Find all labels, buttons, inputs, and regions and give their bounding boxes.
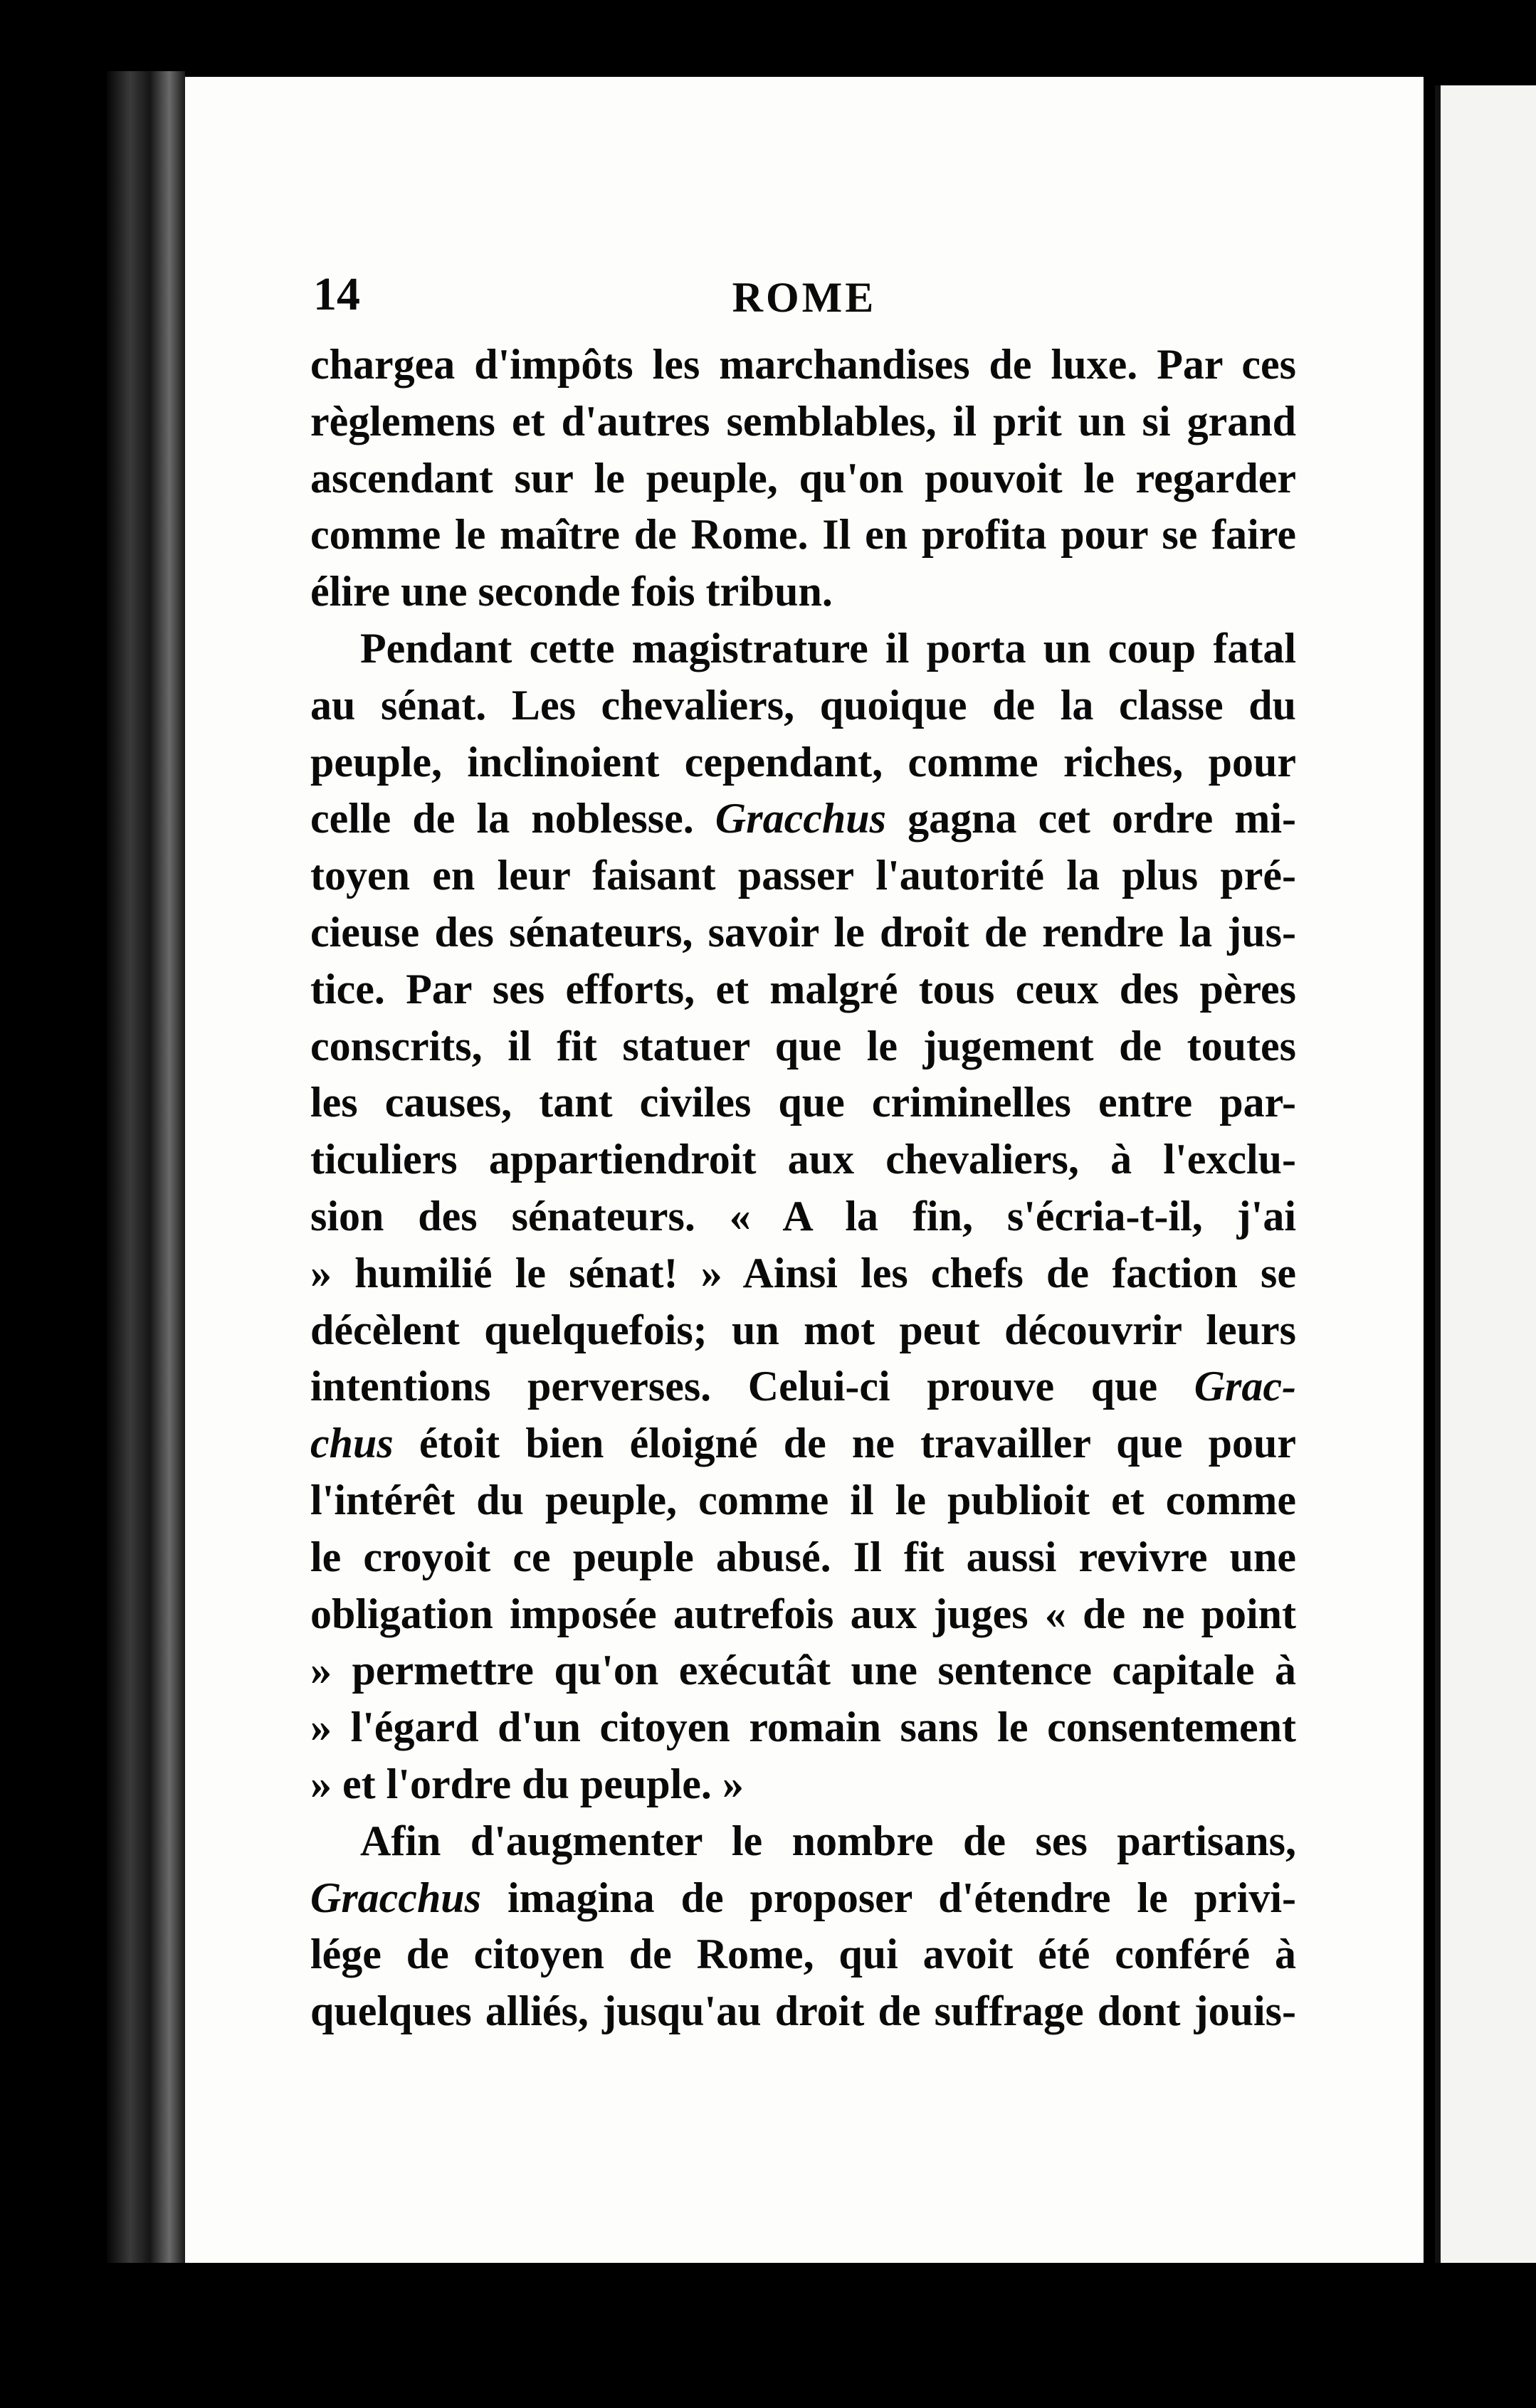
- text-line: Afin d'augmenter le nombre de ses partisans,: [360, 1817, 1296, 1864]
- book-binding: [107, 71, 185, 2263]
- text-line: tice. Par ses efforts, et malgré tous ceux des pères: [310, 965, 1296, 1013]
- text-line: peuple, inclinoient cependant, comme riches, pour: [310, 738, 1296, 786]
- text-line: au sénat. Les chevaliers, quoique de la classe du: [310, 681, 1296, 729]
- text-line: [310, 1415, 1296, 1472]
- text-line: élire une seconde fois tribun.: [310, 568, 833, 616]
- page-header: [313, 268, 1295, 346]
- text-line: règlemens et d'autres semblables, il prit un si grand: [310, 397, 1296, 445]
- body-text: [310, 337, 1296, 2040]
- text-segment: imagina de proposer d'étendre le privi-: [481, 1874, 1296, 1921]
- text-line: les causes, tant civiles que criminelles entre par-: [310, 1079, 1296, 1126]
- text-line: » l'égard d'un citoyen romain sans le consentement: [310, 1704, 1296, 1751]
- text-segment: celle de la noblesse.: [310, 795, 715, 843]
- page-number: 14: [313, 268, 360, 320]
- running-title: ROME: [732, 274, 877, 321]
- text-line: [310, 1870, 1296, 1927]
- text-line: l'intérêt du peuple, comme il le publioit et comme: [310, 1476, 1296, 1524]
- text-line: » humilié le sénat! » Ainsi les chefs de faction se: [310, 1249, 1296, 1297]
- adjacent-page-edge: [1435, 85, 1536, 2263]
- text-line: Pendant cette magistrature il porta un coup fatal: [360, 624, 1296, 672]
- text-line: » et l'ordre du peuple. »: [310, 1760, 744, 1807]
- text-segment: intentions perverses. Celui-ci prouve que: [310, 1363, 1194, 1410]
- text-line: décèlent quelquefois; un mot peut découvrir leurs: [310, 1306, 1296, 1353]
- text-line: sion des sénateurs. « A la fin, s'écria-t-il, j'ai: [310, 1192, 1296, 1240]
- text-line: ascendant sur le peuple, qu'on pouvoit le regarder: [310, 454, 1296, 502]
- text-segment: étoit bien éloigné de ne travailler que pour: [393, 1420, 1296, 1467]
- text-line: ticuliers appartiendroit aux chevaliers, à l'exclu-: [310, 1136, 1296, 1183]
- text-line: cieuse des sénateurs, savoir le droit de rendre la jus-: [310, 908, 1296, 956]
- book-page: [185, 77, 1424, 2263]
- text-line: chargea d'impôts les marchandises de luxe. Par ces: [310, 341, 1296, 388]
- text-line: conscrits, il fit statuer que le jugement de toutes: [310, 1022, 1296, 1070]
- italic-name: Grac-: [1194, 1363, 1296, 1410]
- text-line: [310, 791, 1296, 847]
- text-line: le croyoit ce peuple abusé. Il fit aussi revivre une: [310, 1533, 1296, 1580]
- italic-name: Gracchus: [715, 795, 886, 843]
- text-line: [310, 1358, 1296, 1415]
- text-line: toyen en leur faisant passer l'autorité la plus pré-: [310, 852, 1296, 899]
- italic-name: Gracchus: [310, 1874, 482, 1921]
- text-line: » permettre qu'on exécutât une sentence capitale à: [310, 1647, 1296, 1694]
- italic-name: chus: [310, 1420, 394, 1467]
- text-line: obligation imposée autrefois aux juges « de ne point: [310, 1590, 1296, 1637]
- text-line: comme le maître de Rome. Il en profita pour se faire: [310, 511, 1296, 559]
- text-line: quelques alliés, jusqu'au droit de suffrage dont jouis-: [310, 1987, 1296, 2035]
- text-segment: gagna cet ordre mi-: [885, 795, 1296, 843]
- text-line: lége de citoyen de Rome, qui avoit été conféré à: [310, 1931, 1296, 1978]
